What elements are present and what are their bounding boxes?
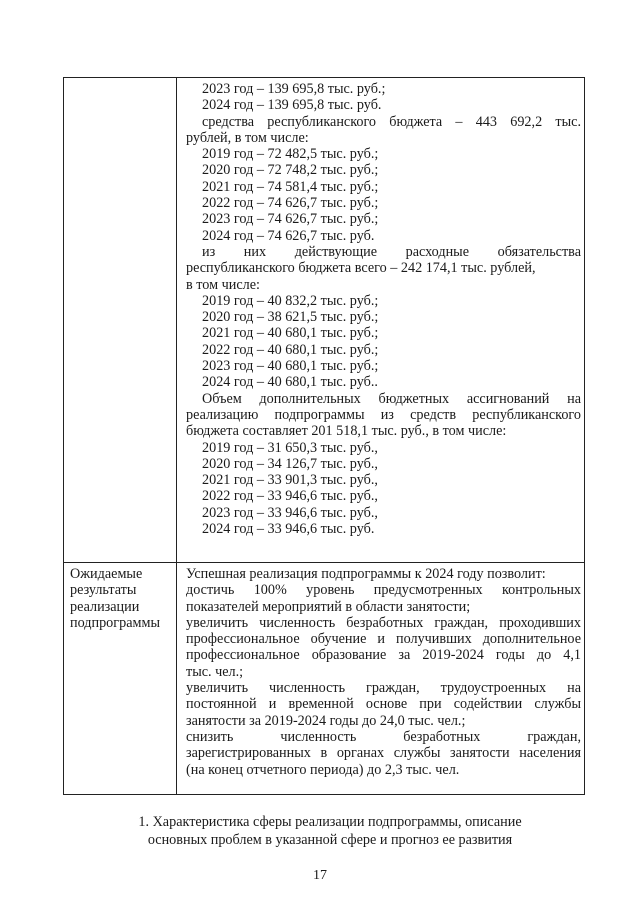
- result-line: увеличить численность граждан, трудоустроенных на: [186, 680, 581, 697]
- result-line: тыс. чел.;: [186, 663, 244, 680]
- section-heading-line: 1. Характеристика сферы реализации подпрограммы, описание: [138, 814, 522, 830]
- column-divider: [176, 78, 177, 794]
- result-line: профессиональное обучение и получивших дополнительное: [186, 631, 581, 648]
- funding-line: 2020 год – 34 126,7 тыс. руб.,: [202, 455, 378, 472]
- funding-line: 2019 год – 72 482,5 тыс. руб.;: [202, 146, 379, 163]
- expected-results-label: [70, 566, 174, 631]
- page-number: 17: [313, 868, 327, 883]
- funding-line: 2024 год – 33 946,6 тыс. руб.: [202, 521, 375, 538]
- program-table: [63, 77, 585, 795]
- funding-line: бюджета составляет 201 518,1 тыс. руб., в том числе:: [186, 423, 507, 440]
- result-line: Успешная реализация подпрограммы к 2024 году позволит:: [186, 566, 546, 582]
- funding-line: 2022 год – 40 680,1 тыс. руб.;: [202, 341, 379, 358]
- section-heading-line: основных проблем в указанной сфере и прогноз ее развития: [147, 832, 513, 848]
- expected-results-cell: [186, 566, 581, 778]
- section-heading: [100, 813, 560, 849]
- funding-line: Объем дополнительных бюджетных ассигнований на: [202, 390, 581, 407]
- funding-line: 2020 год – 72 748,2 тыс. руб.;: [202, 162, 379, 179]
- funding-line: республиканского бюджета всего – 242 174,1 тыс. рублей,: [186, 260, 536, 277]
- funding-line: 2021 год – 74 581,4 тыс. руб.;: [202, 178, 379, 195]
- funding-line: 2019 год – 40 832,2 тыс. руб.;: [202, 292, 379, 309]
- result-line: достичь 100% уровень предусмотренных контрольных: [186, 582, 581, 599]
- funding-line: 2022 год – 74 626,7 тыс. руб.;: [202, 195, 379, 212]
- result-line: (на конец отчетного периода) до 2,3 тыс. чел.: [186, 761, 460, 778]
- result-line: зарегистрированных в органах службы занятости населения: [186, 745, 581, 762]
- result-line: занятости за 2019-2024 годы до 24,0 тыс. чел.;: [186, 712, 466, 729]
- funding-line: реализацию подпрограммы из средств республиканского: [186, 406, 581, 423]
- funding-line: средства республиканского бюджета – 443 692,2 тыс.: [202, 113, 581, 130]
- result-line: снизить численность безработных граждан,: [186, 728, 581, 745]
- funding-line: 2021 год – 40 680,1 тыс. руб.;: [202, 325, 379, 342]
- funding-line: 2019 год – 31 650,3 тыс. руб.,: [202, 439, 378, 456]
- label-line: результаты: [70, 582, 137, 599]
- funding-line: 2024 год – 74 626,7 тыс. руб.: [202, 227, 375, 244]
- funding-line: 2023 год – 74 626,7 тыс. руб.;: [202, 211, 379, 228]
- funding-line: в том числе:: [186, 276, 260, 293]
- funding-line: 2024 год – 139 695,8 тыс. руб.: [202, 97, 382, 114]
- funding-line: рублей, в том числе:: [186, 129, 309, 146]
- funding-line: 2024 год – 40 680,1 тыс. руб..: [202, 374, 378, 391]
- result-line: постоянной и временной основе при содействии службы: [186, 696, 581, 713]
- label-line: подпрограммы: [70, 614, 160, 631]
- result-line: профессиональное образование за 2019-2024 годы до 4,1: [186, 647, 581, 664]
- funding-line: 2023 год – 139 695,8 тыс. руб.;: [202, 81, 386, 97]
- row-divider: [64, 562, 584, 563]
- funding-line: из них действующие расходные обязательства: [202, 243, 581, 260]
- result-line: показателей мероприятий в области занятости;: [186, 598, 471, 615]
- funding-line: 2022 год – 33 946,6 тыс. руб.,: [202, 488, 378, 505]
- funding-line: 2023 год – 33 946,6 тыс. руб.,: [202, 504, 378, 521]
- funding-cell: [186, 81, 581, 537]
- funding-line: 2023 год – 40 680,1 тыс. руб.;: [202, 358, 379, 375]
- funding-line: 2020 год – 38 621,5 тыс. руб.;: [202, 309, 379, 326]
- funding-line: 2021 год – 33 901,3 тыс. руб.,: [202, 472, 378, 489]
- label-line: реализации: [70, 598, 140, 615]
- result-line: увеличить численность безработных граждан, проходивших: [186, 614, 581, 631]
- label-line: Ожидаемые: [70, 566, 143, 582]
